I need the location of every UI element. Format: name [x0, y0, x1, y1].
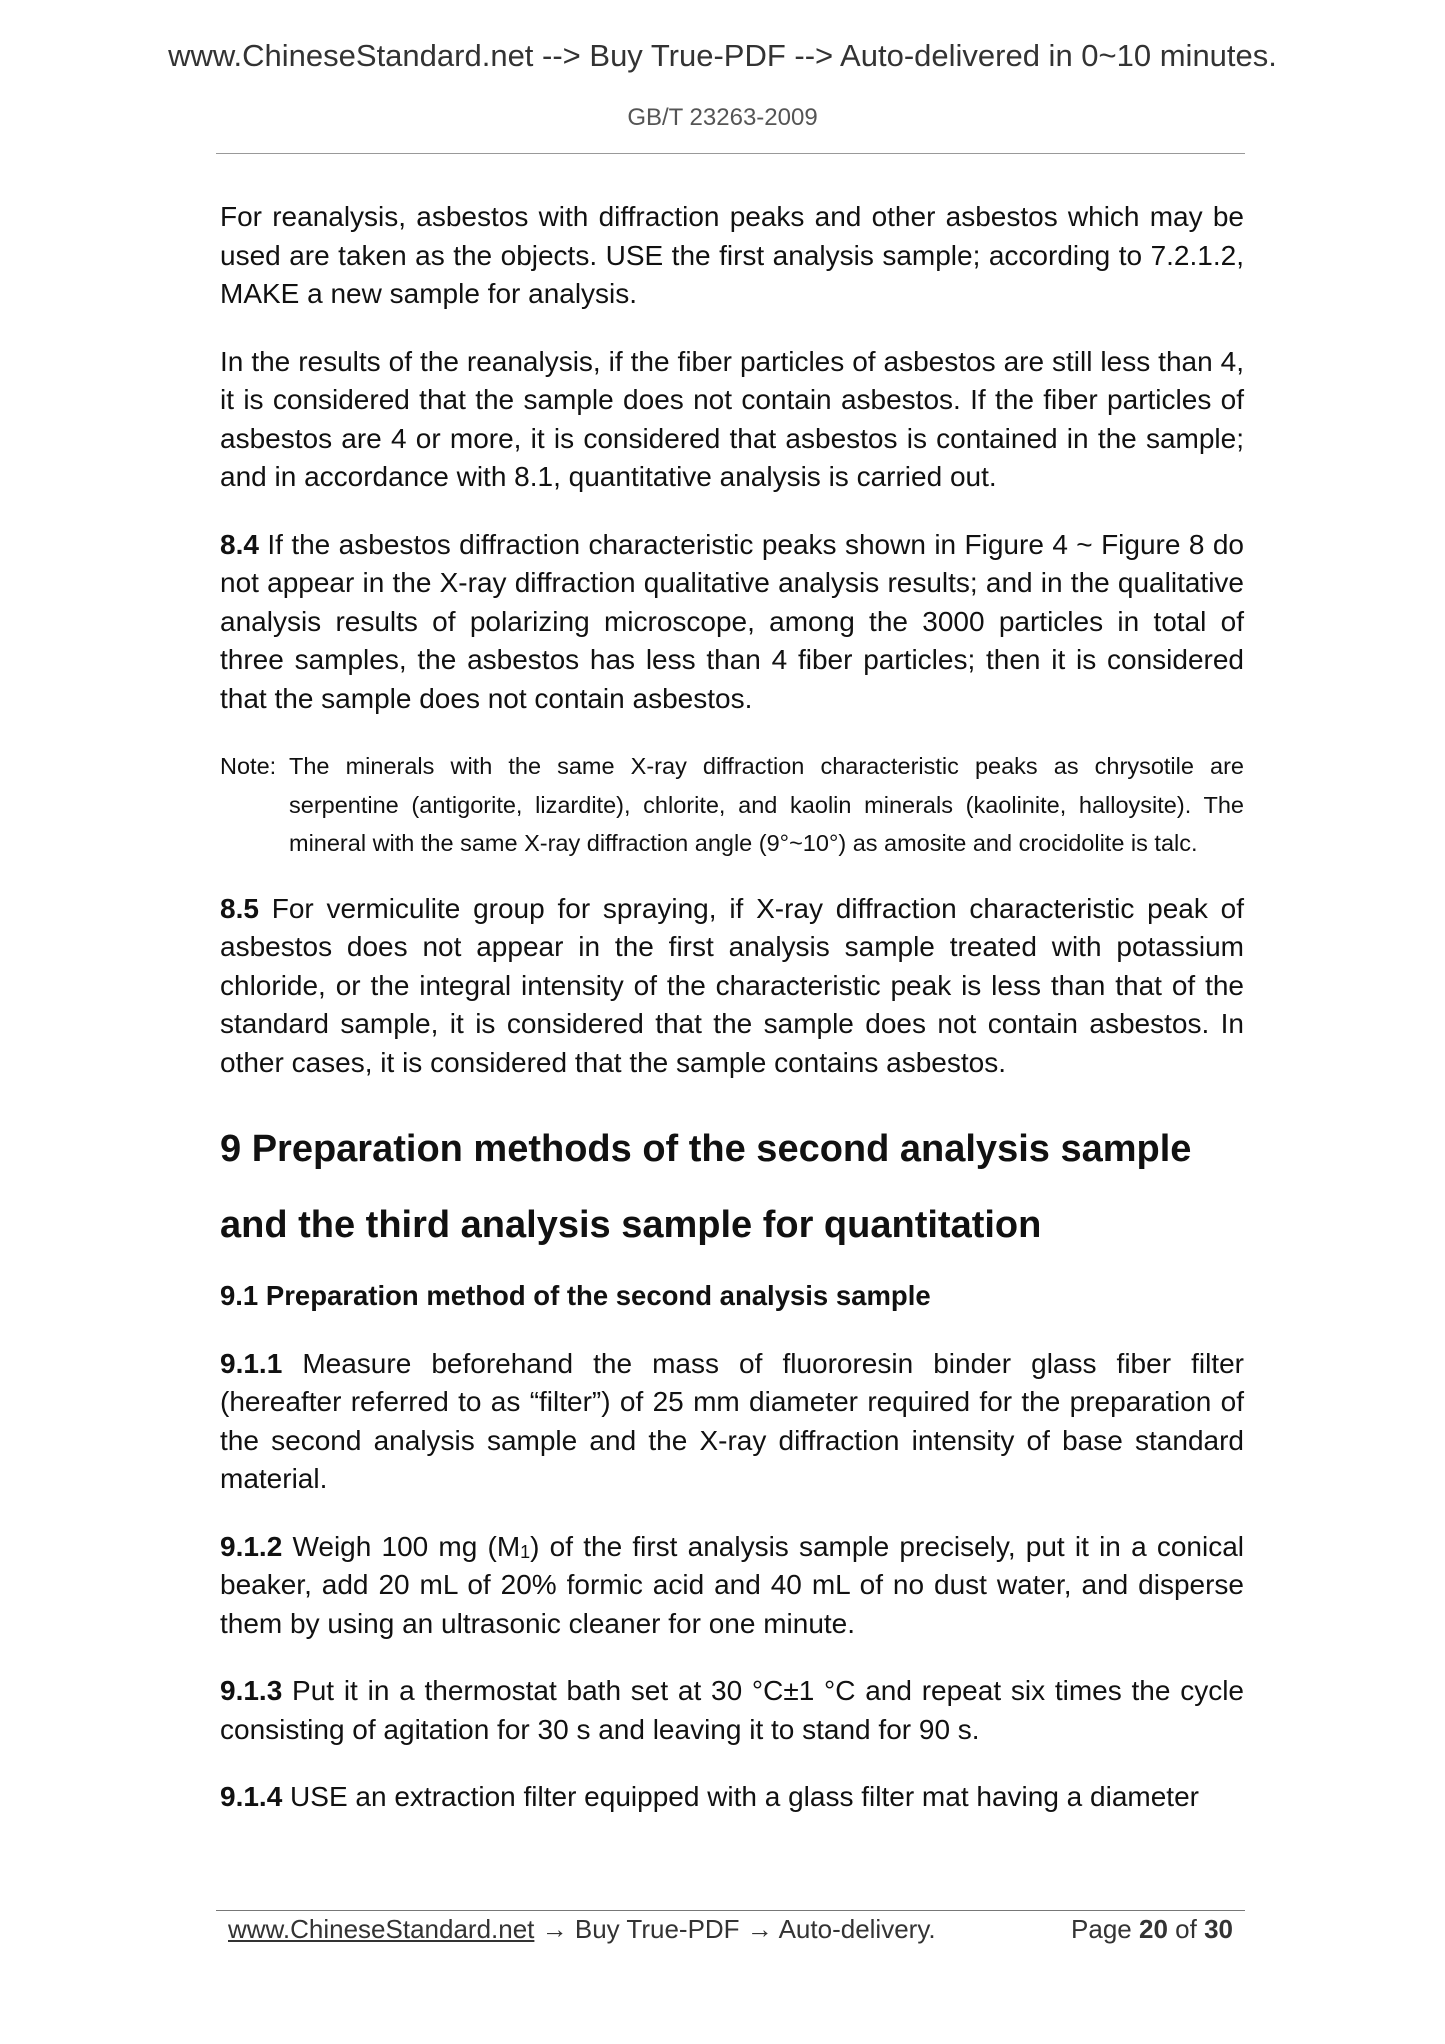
clause-text: USE an extraction filter equipped with a glass filter mat having a diameter — [282, 1781, 1199, 1812]
header-divider — [216, 153, 1245, 154]
clause-9-1-4 — [220, 1778, 1244, 1817]
footer-buy-text: Buy True-PDF — [574, 1914, 740, 1944]
clause-9-1-2 — [220, 1528, 1244, 1644]
current-page: 20 — [1139, 1914, 1168, 1944]
arrow-icon: → — [534, 1914, 575, 1944]
clause-number: 8.5 — [220, 892, 259, 924]
clause-text: Put it in a thermostat bath set at 30 °C±1 °C and repeat six times the cycle consisting of agitation for 30 s and leaving it to stand for 90 s. — [220, 1675, 1244, 1745]
clause-number: 9.1.3 — [220, 1675, 283, 1706]
page-number — [1071, 1914, 1233, 1945]
page-content — [220, 198, 1244, 1817]
note-block — [220, 747, 1244, 863]
footer-delivery-text: Auto-delivery. — [778, 1914, 936, 1944]
clause-8-4 — [220, 526, 1244, 719]
total-pages: 30 — [1204, 1914, 1233, 1944]
clause-number: 9.1.2 — [220, 1530, 283, 1562]
footer-website-link[interactable]: www.ChineseStandard.net — [228, 1914, 535, 1944]
paragraph-reanalysis-results: In the results of the reanalysis, if the fiber particles of asbestos are still less than 4, it is considered that the sample does not contain asbestos. If the fiber particles of asbestos are 4 or more, it is considered that asbestos is contained in the sample; and in accordance with 8.1, quantitative analysis is carried out. — [220, 345, 1244, 492]
clause-text: For vermiculite group for spraying, if X-ray diffraction characteristic peak of asbestos does not appear in the first analysis sample treated with potassium chloride, or the integral intensity of the characteristic peak is less than that of the standard sample, it is considered that the sample does not contain asbestos. In other cases, it is considered that the sample contains asbestos. — [220, 892, 1244, 1078]
arrow-icon: → — [739, 1914, 779, 1944]
page-label: Page — [1071, 1914, 1132, 1944]
note-text: The minerals with the same X-ray diffraction characteristic peaks as chrysotile are serpentine (antigorite, lizardite), chlorite, and kaolin minerals (kaolinite, halloysite). The mineral with the same X-ray diffraction angle (9°~10°) as amosite and crocidolite is talc. — [289, 753, 1244, 856]
section-9-heading — [220, 1111, 1244, 1263]
footer-divider — [216, 1910, 1245, 1911]
clause-number: 9.1.1 — [220, 1347, 283, 1379]
of-label: of — [1175, 1914, 1197, 1944]
clause-number: 9.1.4 — [220, 1781, 283, 1812]
clause-8-5 — [220, 890, 1244, 1083]
note-label: Note: — [220, 753, 277, 779]
section-9-1-heading: 9.1 Preparation method of the second analysis sample — [220, 1280, 931, 1311]
clause-number: 8.4 — [220, 528, 259, 560]
section-9-heading-line1: 9 Preparation methods of the second analysis sample — [220, 1128, 1192, 1170]
clause-text: If the asbestos diffraction characteristic peaks shown in Figure 4 ~ Figure 8 do not appear in the X-ray diffraction qualitative analysis results; and in the qualitative analysis results of polarizing microscope, among the 3000 particles in total of three samples, the asbestos has less than 4 fiber particles; then it is considered that the sample does not contain asbestos. — [220, 528, 1244, 714]
section-9-heading-line2: and the third analysis sample for quantitation — [220, 1204, 1042, 1246]
clause-text-a: Weigh 100 mg (M — [282, 1530, 521, 1562]
header-banner: www.ChineseStandard.net --> Buy True-PDF --> Auto-delivered in 0~10 minutes. — [168, 38, 1277, 73]
clause-text-b: ) of the first analysis sample precisely, put it in a conical beaker, add 20 mL of 20% formic acid and 40 mL of no dust water, and disperse them by using an ultrasonic cleaner for one minute. — [220, 1530, 1244, 1639]
footer-promo — [228, 1914, 936, 1945]
clause-9-1-3 — [220, 1672, 1244, 1749]
mass-subscript: 1 — [520, 1541, 531, 1562]
standard-code: GB/T 23263-2009 — [627, 104, 818, 131]
clause-9-1-1 — [220, 1345, 1244, 1499]
paragraph-reanalysis-objects: For reanalysis, asbestos with diffraction peaks and other asbestos which may be used are taken as the objects. USE the first analysis sample; according to 7.2.1.2, MAKE a new sample for analysis. — [220, 201, 1244, 309]
clause-text: Measure beforehand the mass of fluororesin binder glass fiber filter (hereafter referred to as “filter”) of 25 mm diameter required for the preparation of the second analysis sample and the X-ray diffraction intensity of base standard material. — [220, 1347, 1244, 1494]
